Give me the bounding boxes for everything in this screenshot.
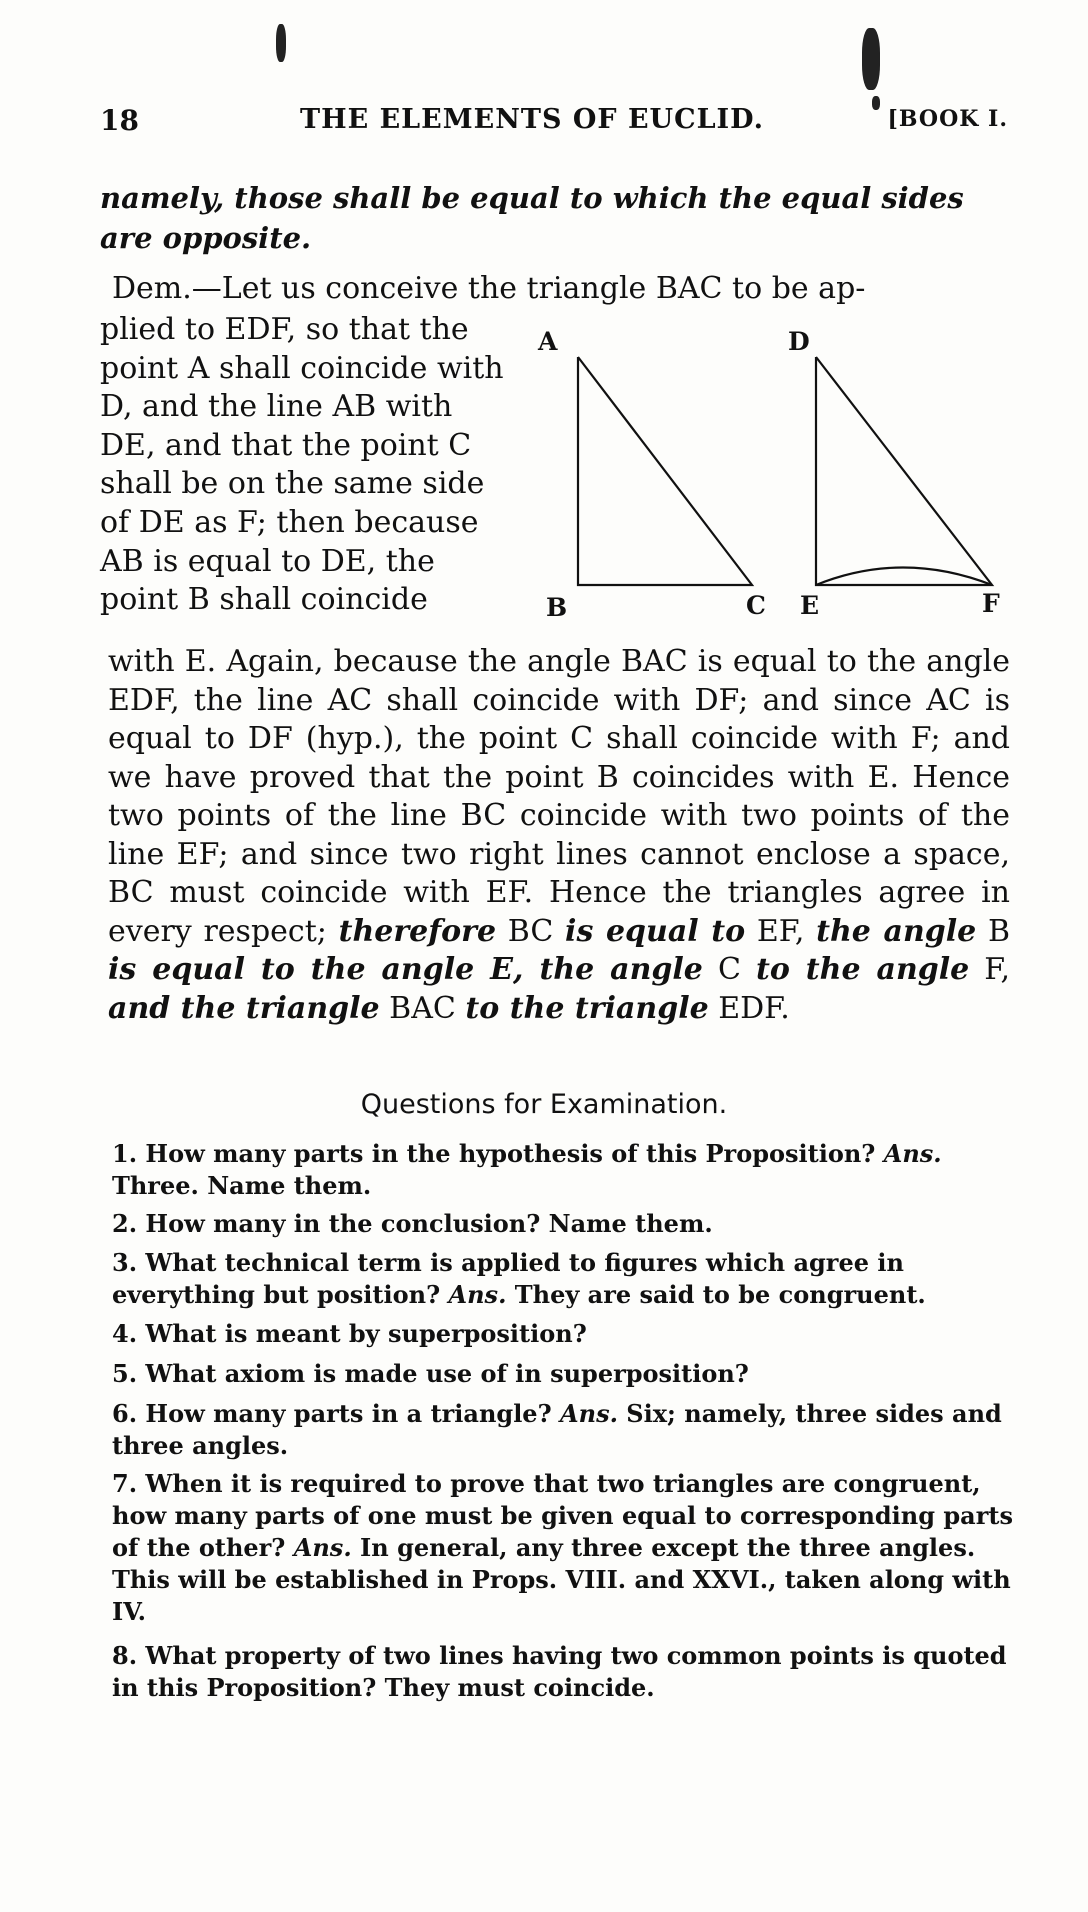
question-item — [112, 1247, 1018, 1311]
answer-text: They are said to be congruent. — [514, 1280, 926, 1309]
question-text: 5. What axiom is made use of in superposition? — [112, 1359, 749, 1388]
conclusion-part: BAC — [379, 990, 466, 1026]
question-item — [112, 1398, 1018, 1462]
ink-smudge — [862, 28, 880, 90]
conclusion-part: and the triangle — [108, 990, 380, 1026]
conclusion-part: is equal to — [565, 913, 746, 949]
arc-ef — [816, 568, 992, 586]
question-text: 4. What is meant by superposition? — [112, 1319, 587, 1348]
question-item — [112, 1208, 1018, 1240]
running-title: THE ELEMENTS OF EUCLID. — [300, 104, 765, 135]
conclusion-part: EDF. — [708, 990, 790, 1026]
conclusion-part: EF, — [745, 913, 817, 949]
answer-text: They must coincide. — [384, 1673, 655, 1702]
book-label: [BOOK I. — [887, 106, 1008, 132]
question-item — [112, 1358, 1018, 1390]
answer-label: Ans. — [883, 1139, 942, 1168]
dem-line: plied to EDF, so that the — [100, 312, 469, 347]
page-number: 18 — [100, 104, 139, 137]
triangles-figure — [530, 322, 1010, 622]
label-f: F — [982, 589, 1000, 618]
question-item — [112, 1640, 1018, 1704]
conclusion-part: therefore — [338, 913, 497, 949]
question-text: 7. When it is required to prove that two triangles are congruent, how many parts of one must be given equal to corresponding parts of the other? — [112, 1469, 1013, 1562]
label-a: A — [538, 327, 558, 356]
dem-line: D, and the line AB with — [100, 389, 453, 425]
triangle-edf — [816, 357, 992, 585]
label-e: E — [800, 591, 820, 620]
conclusion-part: BC — [496, 913, 566, 949]
running-header — [100, 104, 1008, 144]
label-b: B — [546, 593, 568, 622]
answer-label: Ans. — [293, 1533, 352, 1562]
question-item — [112, 1138, 1018, 1202]
continuation-text: namely, those shall be equal to which the equal sides are opposite. — [100, 181, 964, 255]
question-item — [112, 1318, 1018, 1350]
triangle-bac — [578, 357, 752, 585]
question-text: 3. What technical term is applied to figures which agree in everything but position? — [112, 1248, 904, 1309]
questions-heading: Questions for Examination. — [360, 1089, 728, 1120]
dem-line: point A shall coincide with — [100, 350, 504, 386]
question-item — [112, 1468, 1018, 1628]
conclusion-part: is equal to the angle E, the angle — [108, 952, 703, 987]
conclusion-part: to the angle — [755, 952, 970, 987]
label-d: D — [788, 327, 810, 356]
dem-body-text: with E. Again, because the angle BAC is equal to the angle EDF, the line AC shall coincide with DF; and since AC is equal to DF (hyp.), the point C shall coincide with F; and we have proved that the point B coincides with E. Hence two points of the line BC coincide with two points of the line EF; and since two right lines cannot enclose a space, BC must coincide with EF. Hence the triangles agree in every respect; — [108, 644, 1010, 949]
conclusion-part: the angle — [816, 913, 977, 949]
dem-narrow-column — [100, 311, 516, 620]
question-text: 8. What property of two lines having two common points is quoted in this Proposition? — [112, 1641, 1007, 1702]
answer-text: Six; namely, three sides and three angles. — [112, 1399, 1002, 1460]
conclusion-part: C — [702, 952, 756, 987]
conclusion-part: B — [976, 913, 1010, 949]
dem-body — [108, 643, 1010, 1028]
answer-text: Three. Name them. — [112, 1171, 372, 1200]
answer-label: Ans. — [448, 1280, 507, 1309]
dem-line: of DE as F; then because — [100, 504, 479, 540]
dem-line: AB is equal to DE, the — [100, 543, 435, 579]
ink-smudge — [276, 24, 286, 62]
question-text: 2. How many in the conclusion? Name them. — [112, 1209, 713, 1238]
answer-text: In general, any three except the three angles. This will be established in Props. VIII. and XXVI., taken along with IV. — [112, 1533, 1011, 1626]
dem-line: DE, and that the point C — [100, 427, 472, 463]
conclusion-part: to the triangle — [465, 990, 709, 1026]
dem-line: shall be on the same side — [100, 466, 485, 502]
question-text: 6. How many parts in a triangle? — [112, 1399, 552, 1428]
label-c: C — [746, 591, 766, 620]
conclusion-part: F, — [969, 952, 1010, 987]
dem-line: point B shall coincide — [100, 582, 428, 618]
dem-first-line: Dem.—Let us conceive the triangle BAC to be ap- — [112, 271, 866, 306]
question-text: 1. How many parts in the hypothesis of this Proposition? — [112, 1139, 876, 1168]
answer-label: Ans. — [560, 1399, 618, 1428]
